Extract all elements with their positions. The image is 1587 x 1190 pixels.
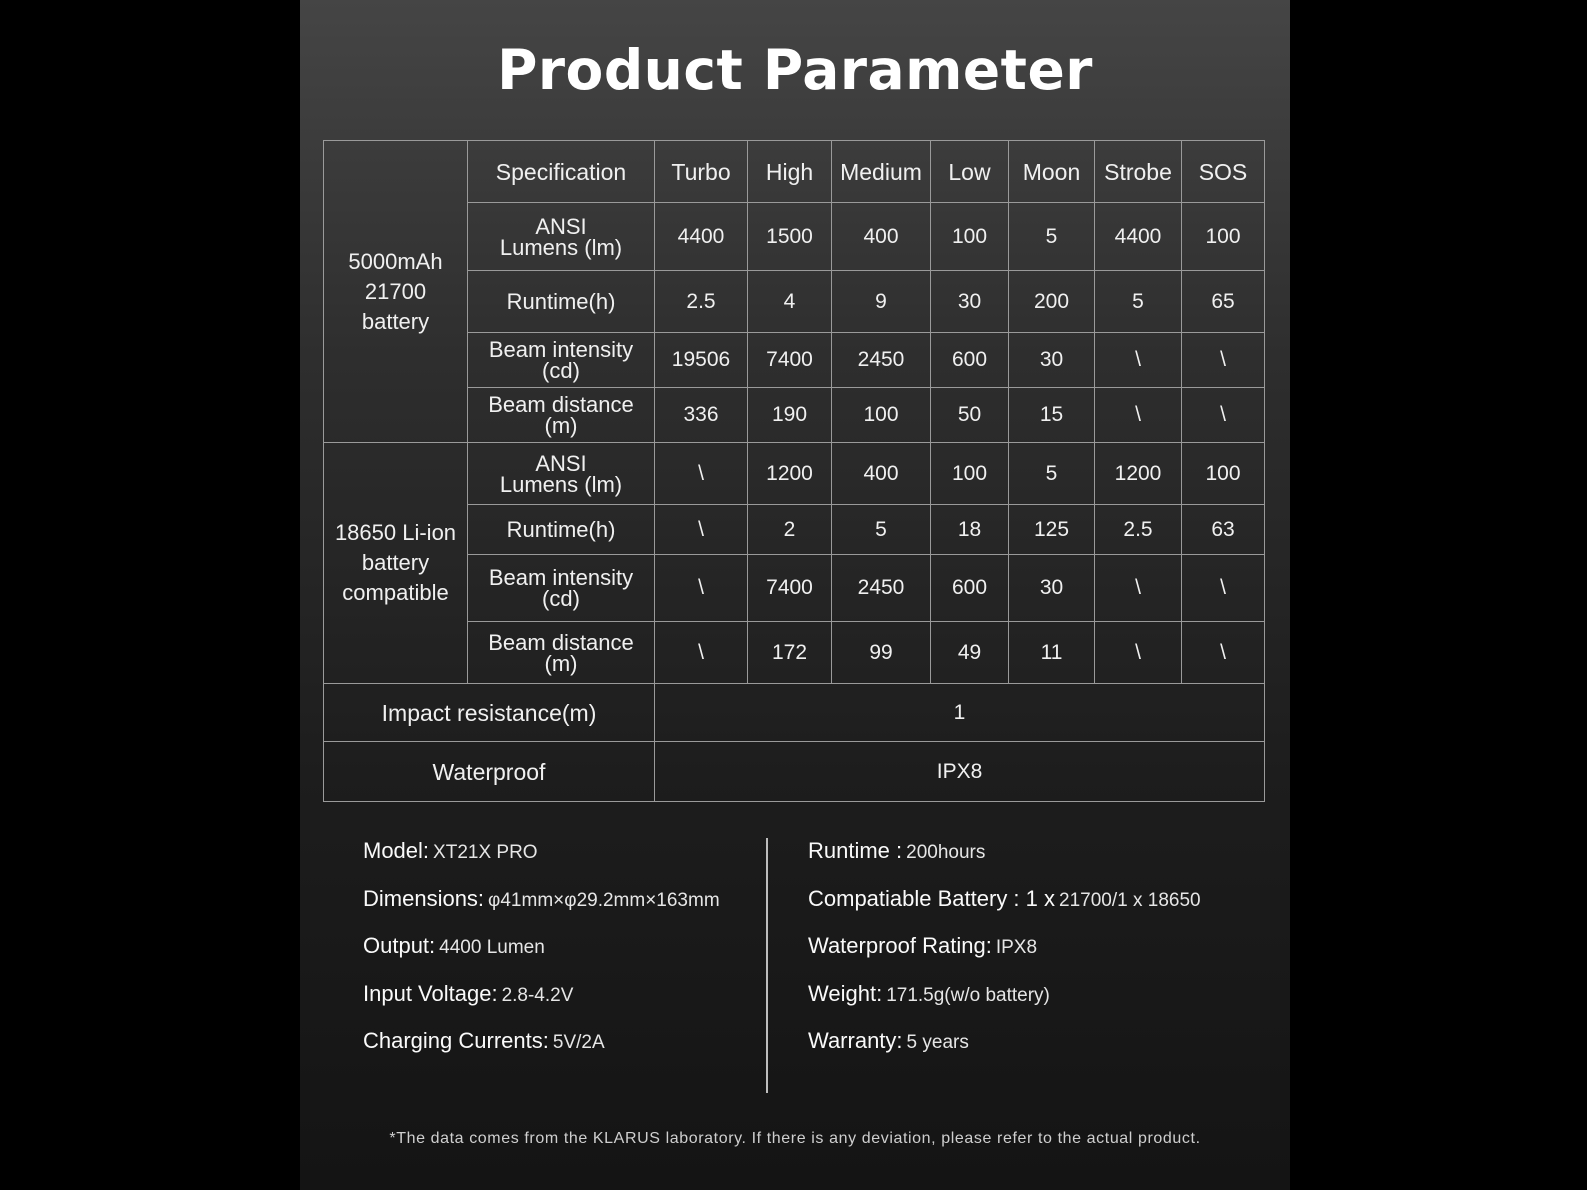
detail-model xyxy=(363,838,720,886)
value-cell: 9 xyxy=(832,271,931,333)
details-divider xyxy=(766,838,768,1093)
value-cell: 600 xyxy=(931,333,1009,388)
value-cell: 5 xyxy=(832,505,931,555)
value-cell: \ xyxy=(1182,333,1265,388)
value-cell: 4400 xyxy=(655,203,748,271)
detail-dimensions xyxy=(363,886,720,934)
detail-value: φ41mm×φ29.2mm×163mm xyxy=(488,889,720,911)
impact-row xyxy=(324,684,1265,742)
detail-value: 4400 Lumen xyxy=(439,937,545,958)
detail-runtime xyxy=(808,838,1201,886)
value-cell: \ xyxy=(1095,388,1182,443)
mode-header: Medium xyxy=(832,141,931,203)
row-label: Beam distance (m) xyxy=(468,388,655,443)
value-cell: 18 xyxy=(931,505,1009,555)
group-label: 5000mAh 21700 battery xyxy=(324,141,468,443)
value-cell: 7400 xyxy=(748,333,832,388)
value-cell: 65 xyxy=(1182,271,1265,333)
value-cell: 1500 xyxy=(748,203,832,271)
product-parameter-panel xyxy=(300,0,1290,1190)
value-cell: 15 xyxy=(1009,388,1095,443)
spec-header: Specification xyxy=(468,141,655,203)
waterproof-label: Waterproof xyxy=(324,742,655,802)
value-cell: 49 xyxy=(931,622,1009,684)
details-left-column xyxy=(363,838,720,1076)
group-label: 18650 Li-ion battery compatible xyxy=(324,443,468,684)
detail-value: 171.5g(w/o battery) xyxy=(886,984,1050,1006)
value-cell: 400 xyxy=(832,203,931,271)
detail-output xyxy=(363,933,720,981)
value-cell: \ xyxy=(655,443,748,505)
mode-header: SOS xyxy=(1182,141,1265,203)
value-cell: 2450 xyxy=(832,555,931,622)
value-cell: 30 xyxy=(931,271,1009,333)
detail-value: 200hours xyxy=(906,842,986,863)
detail-key: Dimensions: xyxy=(363,885,485,911)
value-cell: 2450 xyxy=(832,333,931,388)
value-cell: \ xyxy=(655,505,748,555)
detail-waterproof-rating xyxy=(808,933,1201,981)
detail-compatible-battery xyxy=(808,886,1201,934)
row-label: Beam distance (m) xyxy=(468,622,655,684)
value-cell: \ xyxy=(1182,388,1265,443)
value-cell: 2.5 xyxy=(1095,505,1182,555)
detail-value: 2.8-4.2V xyxy=(501,984,574,1006)
value-cell: \ xyxy=(655,622,748,684)
details-right-column xyxy=(808,838,1201,1076)
detail-weight xyxy=(808,981,1201,1029)
value-cell: 2 xyxy=(748,505,832,555)
value-cell: 63 xyxy=(1182,505,1265,555)
value-cell: 100 xyxy=(931,203,1009,271)
value-cell: 100 xyxy=(832,388,931,443)
value-cell: 172 xyxy=(748,622,832,684)
value-cell: 100 xyxy=(1182,443,1265,505)
table-row xyxy=(324,443,1265,505)
detail-value: IPX8 xyxy=(995,937,1038,958)
row-label: ANSI Lumens (lm) xyxy=(468,443,655,505)
mode-header: Low xyxy=(931,141,1009,203)
waterproof-row xyxy=(324,742,1265,802)
value-cell: 5 xyxy=(1009,203,1095,271)
value-cell: 4400 xyxy=(1095,203,1182,271)
value-cell: 2.5 xyxy=(655,271,748,333)
detail-value: XT21X PRO xyxy=(433,842,538,863)
detail-key: Runtime : xyxy=(808,838,903,863)
detail-warranty xyxy=(808,1028,1201,1076)
value-cell: \ xyxy=(1095,555,1182,622)
value-cell: 1200 xyxy=(1095,443,1182,505)
value-cell: 5 xyxy=(1095,271,1182,333)
detail-key: Compatiable Battery : 1 x xyxy=(808,885,1056,911)
value-cell: 19506 xyxy=(655,333,748,388)
value-cell: 200 xyxy=(1009,271,1095,333)
detail-value: 5V/2A xyxy=(552,1032,605,1053)
footnote: *The data comes from the KLARUS laboratory. If there is any deviation, please refer to the actual product. xyxy=(389,1130,1201,1147)
waterproof-value: IPX8 xyxy=(655,742,1265,802)
value-cell: 336 xyxy=(655,388,748,443)
value-cell: \ xyxy=(1095,333,1182,388)
detail-key: Waterproof Rating: xyxy=(808,933,992,958)
value-cell: 7400 xyxy=(748,555,832,622)
mode-header: Strobe xyxy=(1095,141,1182,203)
detail-value: 21700/1 x 18650 xyxy=(1059,889,1201,911)
value-cell: \ xyxy=(1095,622,1182,684)
mode-header: Turbo xyxy=(655,141,748,203)
value-cell: \ xyxy=(1182,622,1265,684)
detail-key: Model: xyxy=(363,838,430,863)
value-cell: 99 xyxy=(832,622,931,684)
row-label: Runtime(h) xyxy=(468,271,655,333)
page-title: Product Parameter xyxy=(497,38,1093,102)
value-cell: 30 xyxy=(1009,555,1095,622)
value-cell: \ xyxy=(655,555,748,622)
value-cell: 1200 xyxy=(748,443,832,505)
detail-value: 5 years xyxy=(906,1032,969,1053)
value-cell: 11 xyxy=(1009,622,1095,684)
detail-key: Input Voltage: xyxy=(363,980,498,1006)
product-details xyxy=(300,838,1290,1093)
row-label: ANSI Lumens (lm) xyxy=(468,203,655,271)
value-cell: 125 xyxy=(1009,505,1095,555)
value-cell: 600 xyxy=(931,555,1009,622)
value-cell: 100 xyxy=(1182,203,1265,271)
spec-table xyxy=(323,140,1265,802)
mode-header: Moon xyxy=(1009,141,1095,203)
value-cell: 30 xyxy=(1009,333,1095,388)
row-label: Beam intensity (cd) xyxy=(468,555,655,622)
header-row xyxy=(324,141,1265,203)
detail-input-voltage xyxy=(363,981,720,1029)
value-cell: 5 xyxy=(1009,443,1095,505)
detail-key: Warranty: xyxy=(808,1028,903,1053)
value-cell: 190 xyxy=(748,388,832,443)
row-label: Beam intensity (cd) xyxy=(468,333,655,388)
impact-label: Impact resistance(m) xyxy=(324,684,655,742)
value-cell: 100 xyxy=(931,443,1009,505)
detail-key: Weight: xyxy=(808,980,883,1006)
row-label: Runtime(h) xyxy=(468,505,655,555)
value-cell: 400 xyxy=(832,443,931,505)
detail-key: Charging Currents: xyxy=(363,1028,549,1053)
value-cell: 50 xyxy=(931,388,1009,443)
value-cell: 4 xyxy=(748,271,832,333)
mode-header: High xyxy=(748,141,832,203)
impact-value: 1 xyxy=(655,684,1265,742)
value-cell: \ xyxy=(1182,555,1265,622)
detail-key: Output: xyxy=(363,933,436,958)
detail-charging-currents xyxy=(363,1028,720,1076)
